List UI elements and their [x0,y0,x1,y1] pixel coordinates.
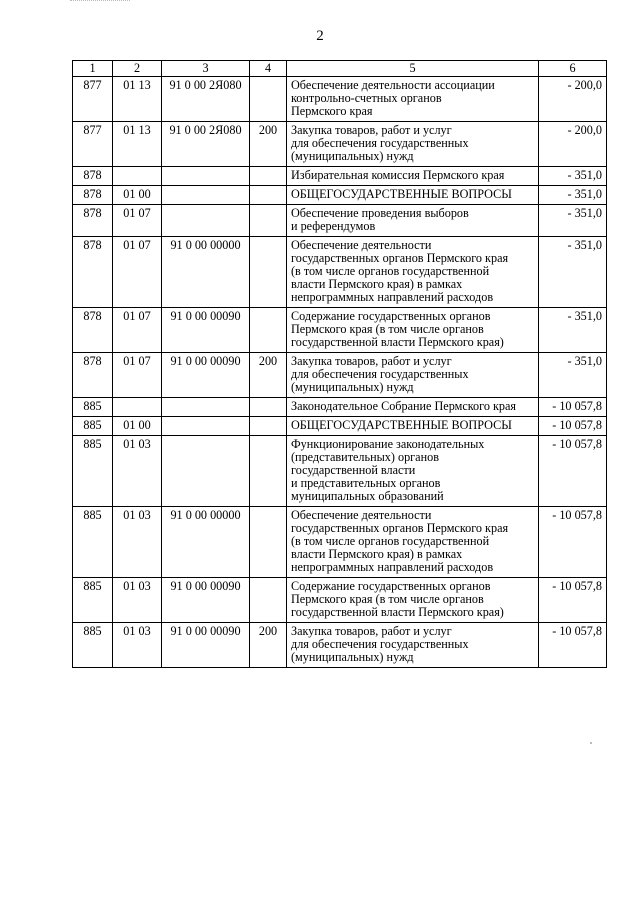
description-cell: Закупка товаров, работ и услуг для обеспечения государственных (муниципальных) нужд [287,623,539,668]
amount-cell: - 10 057,8 [539,623,607,668]
table-row [73,205,607,237]
description-cell: Обеспечение проведения выборов и референдумов [287,205,539,237]
expense-type-cell: 200 [250,122,287,167]
section-code-cell: 01 03 [113,436,162,507]
amount-cell: - 351,0 [539,308,607,353]
section-code-cell: 01 13 [113,77,162,122]
table-row [73,308,607,353]
description-cell: Содержание государственных органов Пермского края (в том числе органов государственной власти Пермского края) [287,578,539,623]
admin-code-cell: 885 [73,398,113,417]
table-row [73,167,607,186]
section-code-cell: 01 00 [113,186,162,205]
admin-code-cell: 885 [73,623,113,668]
section-code-cell: 01 07 [113,308,162,353]
section-code-cell: 01 07 [113,237,162,308]
section-code-cell [113,398,162,417]
expense-type-cell [250,167,287,186]
table-row [73,398,607,417]
column-header-4: 4 [250,61,287,77]
expense-type-cell [250,205,287,237]
expense-type-cell: 200 [250,353,287,398]
scan-artifact [590,742,592,744]
target-article-cell [162,417,250,436]
section-code-cell: 01 03 [113,623,162,668]
table-header-row [73,61,607,77]
section-code-cell [113,167,162,186]
column-header-5: 5 [287,61,539,77]
admin-code-cell: 878 [73,308,113,353]
table-row [73,186,607,205]
target-article-cell [162,205,250,237]
expense-type-cell: 200 [250,623,287,668]
description-cell: Содержание государственных органов Пермского края (в том числе органов государственной власти Пермского края) [287,308,539,353]
admin-code-cell: 885 [73,507,113,578]
amount-cell: - 10 057,8 [539,417,607,436]
target-article-cell [162,398,250,417]
description-cell: ОБЩЕГОСУДАРСТВЕННЫЕ ВОПРОСЫ [287,417,539,436]
target-article-cell [162,167,250,186]
page-number: 2 [316,28,324,44]
expense-type-cell [250,417,287,436]
description-cell: Обеспечение деятельности ассоциации контрольно-счетных органов Пермского края [287,77,539,122]
target-article-cell: 91 0 00 00090 [162,308,250,353]
amount-cell: - 10 057,8 [539,507,607,578]
table-row [73,417,607,436]
admin-code-cell: 878 [73,353,113,398]
amount-cell: - 351,0 [539,186,607,205]
section-code-cell: 01 07 [113,205,162,237]
amount-cell: - 351,0 [539,353,607,398]
amount-cell: - 351,0 [539,237,607,308]
table-body [73,77,607,668]
amount-cell: - 10 057,8 [539,436,607,507]
expense-type-cell [250,398,287,417]
column-header-6: 6 [539,61,607,77]
description-cell: Закупка товаров, работ и услуг для обеспечения государственных (муниципальных) нужд [287,353,539,398]
section-code-cell: 01 03 [113,578,162,623]
amount-cell: - 10 057,8 [539,578,607,623]
section-code-cell: 01 03 [113,507,162,578]
expense-type-cell [250,77,287,122]
expense-type-cell [250,436,287,507]
table-row [73,623,607,668]
description-cell: Обеспечение деятельности государственных органов Пермского края (в том числе органов государственной власти Пермского края) в рамках непрограммных направлений расходов [287,507,539,578]
column-header-3: 3 [162,61,250,77]
admin-code-cell: 885 [73,417,113,436]
amount-cell: - 200,0 [539,77,607,122]
admin-code-cell: 878 [73,167,113,186]
table-row [73,122,607,167]
column-header-1: 1 [73,61,113,77]
target-article-cell [162,186,250,205]
expense-type-cell [250,507,287,578]
target-article-cell [162,436,250,507]
expense-type-cell [250,186,287,205]
expense-type-cell [250,237,287,308]
section-code-cell: 01 00 [113,417,162,436]
description-cell: ОБЩЕГОСУДАРСТВЕННЫЕ ВОПРОСЫ [287,186,539,205]
target-article-cell: 91 0 00 00090 [162,623,250,668]
scan-artifact [70,0,130,3]
budget-table [72,60,607,668]
target-article-cell: 91 0 00 00000 [162,237,250,308]
description-cell: Функционирование законодательных (представительных) органов государственной власти и представительных органов муниципальных образований [287,436,539,507]
table-row [73,436,607,507]
amount-cell: - 351,0 [539,205,607,237]
table-row [73,507,607,578]
column-header-2: 2 [113,61,162,77]
amount-cell: - 351,0 [539,167,607,186]
admin-code-cell: 877 [73,122,113,167]
description-cell: Законодательное Собрание Пермского края [287,398,539,417]
table-row [73,353,607,398]
admin-code-cell: 878 [73,237,113,308]
target-article-cell: 91 0 00 00000 [162,507,250,578]
admin-code-cell: 885 [73,436,113,507]
section-code-cell: 01 13 [113,122,162,167]
table-row [73,237,607,308]
target-article-cell: 91 0 00 00090 [162,578,250,623]
expense-type-cell [250,308,287,353]
amount-cell: - 200,0 [539,122,607,167]
admin-code-cell: 878 [73,186,113,205]
table-row [73,77,607,122]
target-article-cell: 91 0 00 00090 [162,353,250,398]
description-cell: Закупка товаров, работ и услуг для обеспечения государственных (муниципальных) нужд [287,122,539,167]
target-article-cell: 91 0 00 2Я080 [162,122,250,167]
admin-code-cell: 885 [73,578,113,623]
amount-cell: - 10 057,8 [539,398,607,417]
expense-type-cell [250,578,287,623]
description-cell: Избирательная комиссия Пермского края [287,167,539,186]
description-cell: Обеспечение деятельности государственных органов Пермского края (в том числе органов государственной власти Пермского края) в рамках непрограммных направлений расходов [287,237,539,308]
table-row [73,578,607,623]
admin-code-cell: 878 [73,205,113,237]
admin-code-cell: 877 [73,77,113,122]
target-article-cell: 91 0 00 2Я080 [162,77,250,122]
section-code-cell: 01 07 [113,353,162,398]
